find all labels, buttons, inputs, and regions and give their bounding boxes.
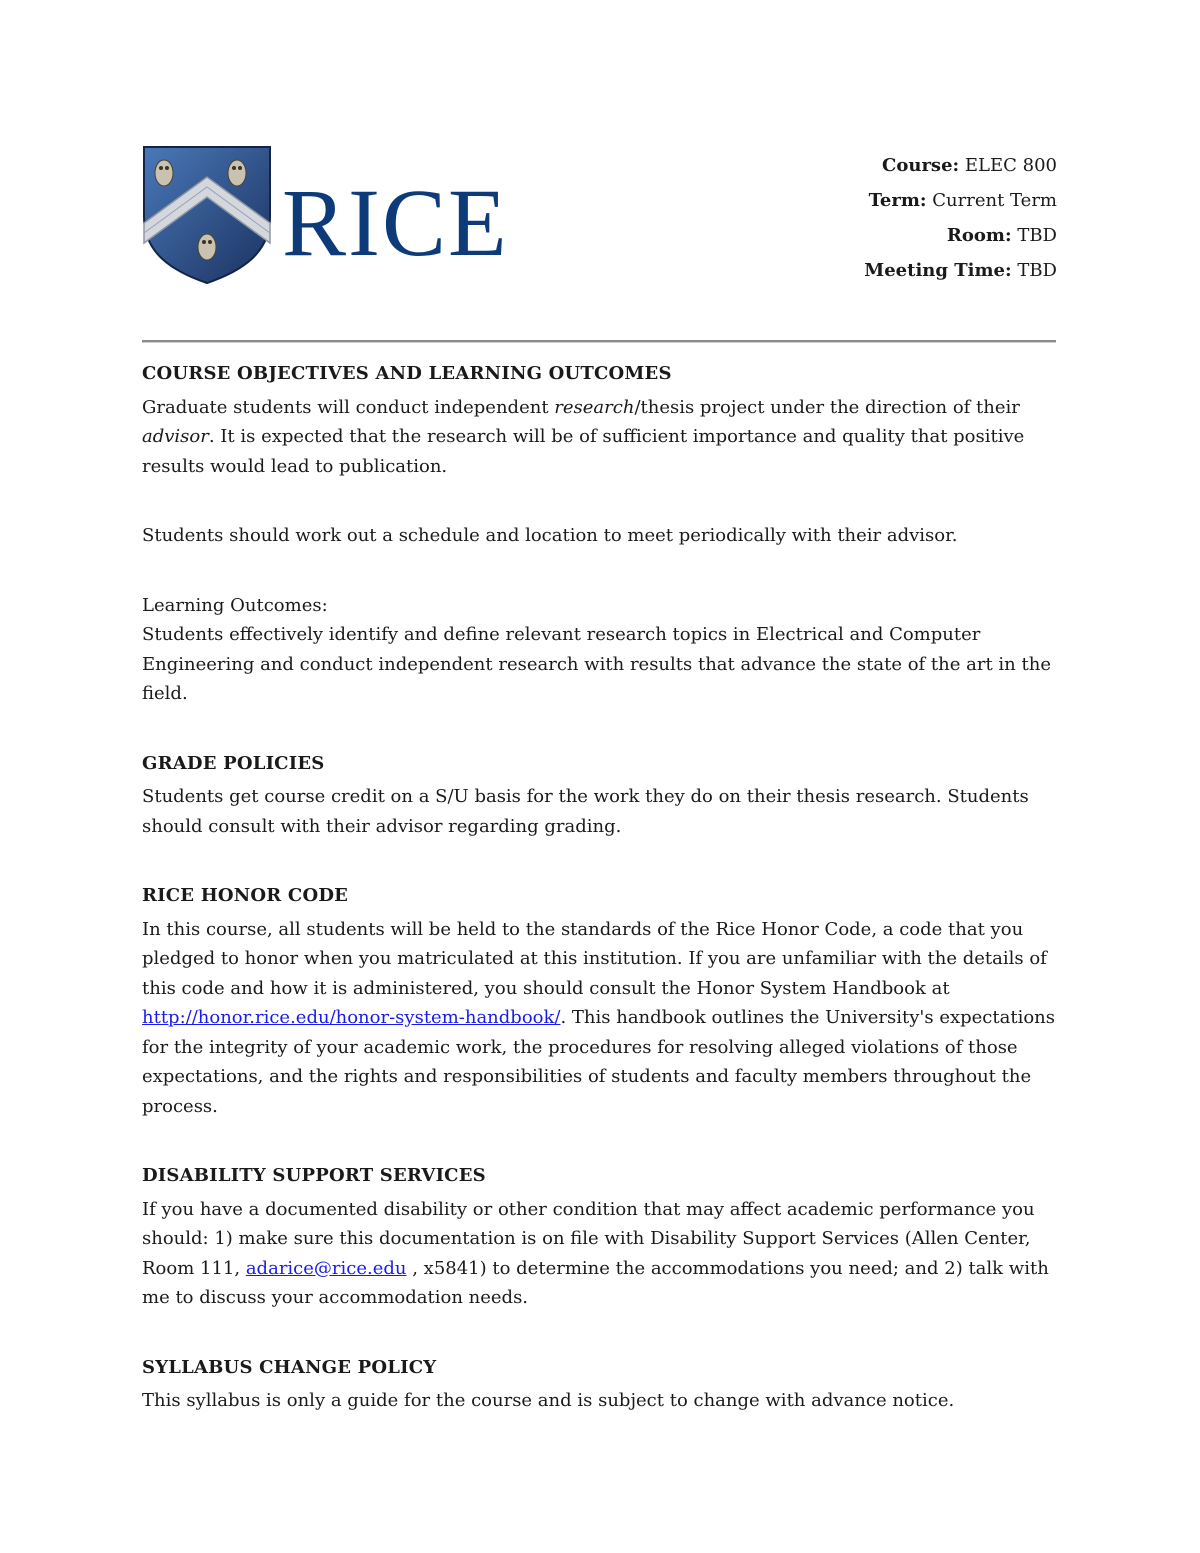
term-value: Current Term xyxy=(932,190,1057,211)
term-row xyxy=(864,183,1057,218)
course-value: ELEC 800 xyxy=(964,155,1057,176)
course-info xyxy=(864,148,1057,288)
rice-wordmark: RICE xyxy=(282,169,509,276)
learning-outcomes-text: Students effectively identify and define relevant research topics in Electrical and Computer Engineering and conduct independent research with results that advance the state of the art in the field. xyxy=(142,624,1051,704)
grade-text: Students get course credit on a S/U basis for the work they do on their thesis research. Students should consult with their advisor regarding grading. xyxy=(142,786,1029,837)
syllabus-change-section xyxy=(142,1353,1060,1416)
header-divider xyxy=(142,340,1056,343)
learning-outcomes-label: Learning Outcomes: xyxy=(142,594,328,616)
rice-shield-icon xyxy=(142,145,512,285)
disability-email-link[interactable]: adarice@rice.edu xyxy=(245,1257,407,1279)
honor-text-b: . This handbook outlines the University's expectations for the integrity of your academic work, the procedures for resolving alleged violations of those expectations, and the rights and responsibilities of students and faculty members throughout the process. xyxy=(142,1007,1056,1117)
disability-paragraph xyxy=(142,1195,1060,1313)
objectives-section xyxy=(142,359,1060,709)
objectives-paragraph xyxy=(142,393,1060,482)
disability-heading: DISABILITY SUPPORT SERVICES xyxy=(142,1165,486,1186)
honor-section xyxy=(142,881,1060,1121)
room-value: TBD xyxy=(1017,225,1057,246)
disability-text-a: If you have a documented disability or other condition that may affect academic performance you should: 1) make sure this documentation is on file with Disability Support Services (Allen Center, Room 111, xyxy=(142,1198,1035,1279)
honor-handbook-link[interactable]: http://honor.rice.edu/honor-system-handbook/ xyxy=(142,1007,561,1028)
honor-heading: RICE HONOR CODE xyxy=(142,885,349,906)
course-row xyxy=(864,148,1057,183)
objectives-research-word: research xyxy=(554,396,635,418)
rice-logo xyxy=(142,145,512,285)
disability-section xyxy=(142,1161,1060,1313)
room-label: Room: xyxy=(946,225,1012,246)
meeting-value: TBD xyxy=(1017,260,1057,281)
meeting-row xyxy=(864,253,1057,288)
syllabus-change-heading: SYLLABUS CHANGE POLICY xyxy=(142,1356,437,1378)
term-label: Term: xyxy=(868,190,927,211)
objectives-advisor-word: advisor xyxy=(142,426,209,447)
syllabus-body xyxy=(142,359,1060,1416)
objectives-text-c: . It is expected that the research will be of sufficient importance and quality that positive results would lead to publication. xyxy=(142,426,1025,477)
honor-paragraph xyxy=(142,915,1060,1122)
meeting-label: Meeting Time: xyxy=(864,260,1012,281)
objectives-heading: COURSE OBJECTIVES AND LEARNING OUTCOMES xyxy=(142,363,672,384)
objectives-text-a: Graduate students will conduct independent xyxy=(142,396,555,418)
course-label: Course: xyxy=(882,155,960,176)
syllabus-change-text: This syllabus is only a guide for the course and is subject to change with advance notice. xyxy=(142,1390,955,1411)
room-row xyxy=(864,218,1057,253)
honor-text-a: In this course, all students will be held to the standards of the Rice Honor Code, a code that you pledged to honor when you matriculated at this institution. If you are unfamiliar with the details of this code and how it is administered, you should consult the Honor System Handbook at xyxy=(142,918,1047,999)
grade-heading: GRADE POLICIES xyxy=(142,752,325,774)
schedule-paragraph: Students should work out a schedule and location to meet periodically with their advisor. xyxy=(142,525,958,546)
grade-section xyxy=(142,749,1060,842)
disability-text-b: , x5841) to determine the accommodations you need; and 2) talk with me to discuss your accommodation needs. xyxy=(142,1257,1049,1308)
objectives-text-b: /thesis project under the direction of their xyxy=(634,396,1020,418)
